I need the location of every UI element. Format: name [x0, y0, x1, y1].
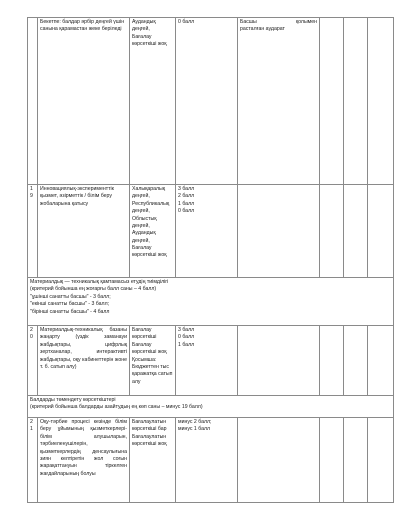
score-text: 0 балл [178, 334, 195, 341]
level-cell [130, 326, 176, 396]
empty-cell [368, 18, 394, 185]
level-cell [130, 185, 176, 278]
level-text: Бағалаулатын көрсеткіші бар [132, 419, 167, 433]
level-text: Халықаралық деңгей, [132, 186, 166, 200]
note-text: расталған аударат [240, 26, 285, 33]
level-text: Бағалау көрсеткіші жоқ [132, 33, 167, 48]
score-text: 0 балл [178, 208, 195, 215]
table-row [28, 18, 394, 185]
score-cell [176, 185, 238, 278]
row-number-cell: 21 [28, 418, 38, 503]
section-heading [28, 396, 394, 418]
empty-cell [368, 185, 394, 278]
row-number-cell: 19 [28, 185, 38, 278]
level-text: Бағалау көрсеткіші [132, 327, 157, 341]
note-cell [238, 418, 320, 503]
criterion-description: Оқу-тәрбие процесі кезінде білім беру ұйымының қызметкерлері-білім алушыларын, тәрбиеленушілерін, қызметкерлердің денсаулығына зиян келтіретін жол соғын жарақаттануын тіркелген жағдайларының болуы [38, 418, 130, 503]
score-text: 2 балл [178, 193, 195, 200]
section-line: "екінші санатты басшы" - 3 балл; [30, 301, 110, 308]
note-cell [238, 18, 320, 185]
section-heading-row [28, 396, 394, 418]
level-text: Бағалау көрсеткіші жоқ [132, 341, 167, 356]
table-row [28, 326, 394, 396]
section-subtitle: (критерий бойынша балдарды азайтудың ең көп саны – минус 19 балл) [30, 404, 203, 411]
section-subtitle: (критерий бойынша ең жоғарғы балл саны – 4 балл) [30, 286, 157, 293]
note-cell [238, 185, 320, 278]
section-title: Балдарды төмендету көрсеткіштері [30, 397, 116, 403]
level-text: Аудандық деңгей, [132, 19, 156, 33]
level-cell [130, 18, 176, 185]
level-cell [130, 418, 176, 503]
empty-cell [344, 418, 368, 503]
empty-cell [344, 326, 368, 396]
score-text: 3 балл [178, 327, 195, 333]
score-text: 1 балл [178, 200, 195, 207]
table-row [28, 418, 394, 503]
level-text: Аудандық деңгей, [132, 230, 156, 244]
section-line: "ұшінші санатты басшы" - 3 балл; [30, 293, 111, 300]
score-text: 3 балл [178, 186, 195, 192]
row-number-cell: 20 [28, 326, 38, 396]
section-heading-row [28, 278, 394, 326]
empty-cell [368, 418, 394, 503]
level-text: Республикалық деңгей, [132, 200, 170, 215]
level-text: Бағалау көрсеткіші жоқ [132, 245, 167, 259]
empty-cell [320, 326, 344, 396]
section-line: "бірінші санатты басшы" - 4 балл [30, 308, 110, 315]
criterion-description: Материалдық-техникалық базаны жаңарту (үздік заманауи жабдықтары, цифрлық зертханалар, интерактивті жабдықтары, оқу кабинеттерін жоне т. б. сатып алу) [38, 326, 130, 396]
score-cell: 0 балл [176, 18, 238, 185]
criteria-table [27, 17, 394, 503]
score-cell [176, 418, 238, 503]
empty-cell [344, 185, 368, 278]
table-row [28, 185, 394, 278]
criterion-description: Инновациялық-эксперименттік қызмет, әзірметтік / білім беру жобаларына қатысу [38, 185, 130, 278]
score-text: минус 1 балл [178, 426, 211, 433]
criterion-description: Бекетпе: балдар әрбір деңгей үшін санына қарамастан жеке беріледі [38, 18, 130, 185]
score-text: 1 балл [178, 341, 195, 348]
empty-cell [320, 18, 344, 185]
empty-cell [320, 185, 344, 278]
empty-cell [344, 18, 368, 185]
section-heading [28, 278, 394, 326]
score-cell [176, 326, 238, 396]
note-text: Басшы қолымен [240, 19, 317, 25]
empty-cell [368, 326, 394, 396]
score-text: минус 2 балл; [178, 419, 212, 425]
level-text: Облыстық деңгей, [132, 215, 157, 229]
row-number-cell [28, 18, 38, 185]
note-cell [238, 326, 320, 396]
level-text: Бағалаулатын көрсеткіші жоқ [132, 433, 167, 448]
section-title: Материалдық — техникалық қамтамасыз етудің тиімділігі [30, 279, 169, 285]
empty-cell [320, 418, 344, 503]
level-text: Қосымша: Бюджеттен тыс қаражатқа сатып алу [132, 356, 173, 385]
